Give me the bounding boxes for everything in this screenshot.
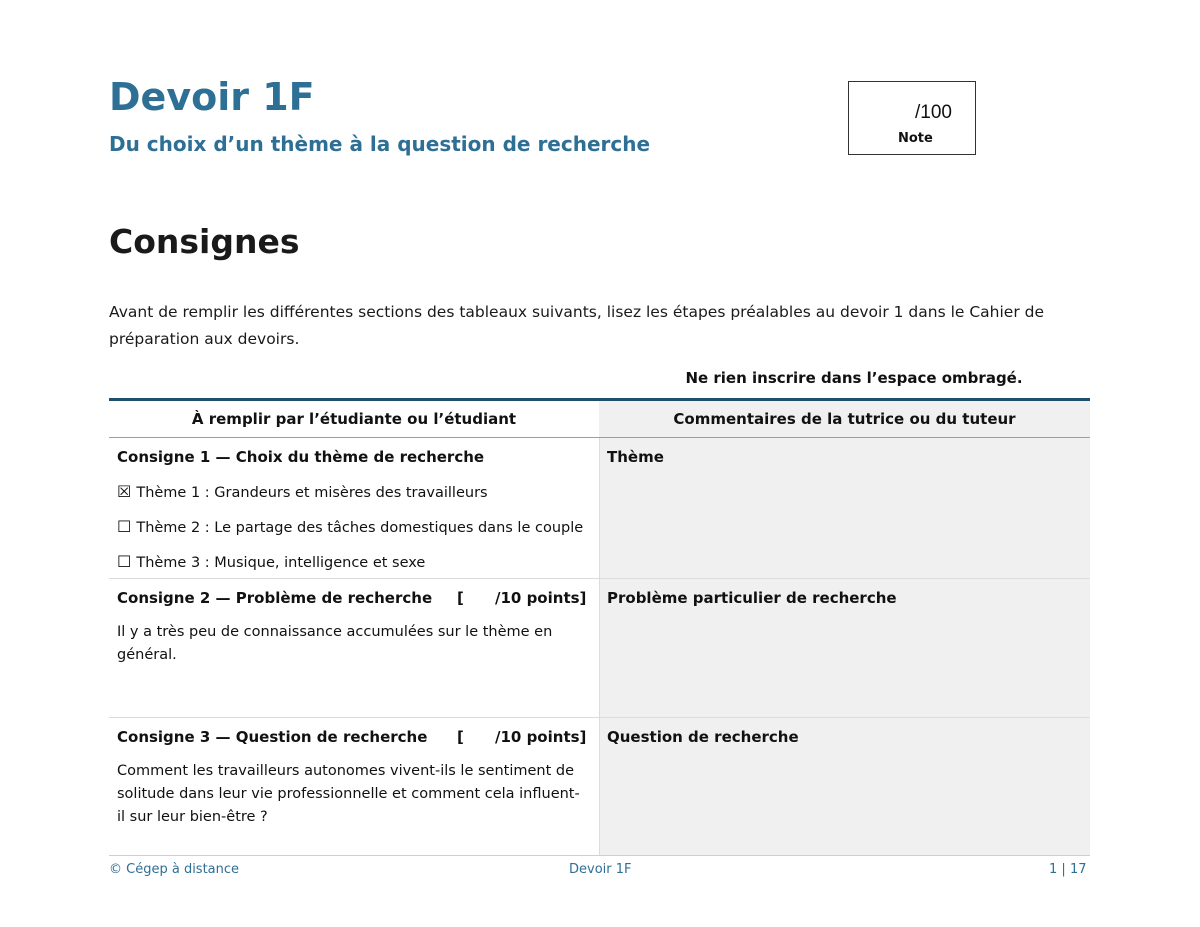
instructions-table (109, 398, 1090, 855)
grade-label: Note (898, 131, 933, 146)
footer-copyright: © Cégep à distance (109, 862, 240, 877)
points-bracket: [ (457, 589, 464, 607)
checkbox-unchecked-icon[interactable]: ☐ (117, 517, 132, 536)
section-heading: Consignes (109, 222, 300, 261)
tutor-comment-area (599, 438, 1090, 855)
grade-box (848, 81, 976, 155)
row-1-comment-title: Thème (607, 448, 664, 466)
checkbox-unchecked-icon[interactable]: ☐ (117, 552, 132, 571)
points-label: /10 points] (495, 589, 587, 607)
footer-page-number (1049, 861, 1087, 879)
theme-option-text: Musique, intelligence et sexe (209, 555, 426, 571)
row-1-title: Consigne 1 — Choix du thème de recherche (117, 448, 485, 466)
row-3-comment-title: Question de recherche (607, 728, 799, 746)
footer-document-name: Devoir 1F (569, 862, 632, 877)
document-subtitle: Du choix d’un thème à la question de recherche (109, 132, 651, 156)
question-answer[interactable]: Comment les travailleurs autonomes vivent-ils le sentiment de solitude dans leur vie professionnelle et comment cela influent-il sur leur bien-être ? (117, 763, 580, 825)
footer-divider (109, 855, 1090, 856)
theme-option-label: Thème 1 : (136, 485, 210, 501)
theme-option-label: Thème 3 : (136, 555, 210, 571)
page-total: 17 (1069, 862, 1087, 877)
row-divider (109, 717, 1090, 718)
theme-option-text: Grandeurs et misères des travailleurs (209, 485, 488, 501)
theme-option-label: Thème 2 : (136, 520, 210, 536)
theme-option-2[interactable] (117, 517, 583, 538)
checkbox-checked-icon[interactable]: ☒ (117, 482, 132, 501)
page-current: 1 (1049, 862, 1058, 877)
grade-total: /100 (915, 102, 952, 123)
problem-answer[interactable]: Il y a très peu de connaissance accumulées sur le thème en général. (117, 624, 553, 663)
theme-option-1[interactable] (117, 482, 488, 503)
theme-option-text: Le partage des tâches domestiques dans le couple (209, 520, 584, 536)
row-2-title: Consigne 2 — Problème de recherche (117, 589, 433, 607)
page-separator: | (1061, 862, 1066, 877)
row-3-title: Consigne 3 — Question de recherche (117, 728, 428, 746)
row-2-comment-title: Problème particulier de recherche (607, 589, 897, 607)
column-header-tutor: Commentaires de la tutrice ou du tuteur (599, 401, 1090, 438)
theme-option-3[interactable] (117, 552, 425, 573)
intro-paragraph: Avant de remplir les différentes sections des tableaux suivants, lisez les étapes préalables au devoir 1 dans le Cahier de préparation aux devoirs. (109, 303, 1045, 348)
points-label: /10 points] (495, 728, 587, 746)
document-title: Devoir 1F (109, 75, 315, 119)
row-divider (109, 578, 1090, 579)
shaded-area-note: Ne rien inscrire dans l’espace ombragé. (685, 369, 1023, 387)
points-bracket: [ (457, 728, 464, 746)
column-header-student: À remplir par l’étudiante ou l’étudiant (109, 401, 599, 438)
